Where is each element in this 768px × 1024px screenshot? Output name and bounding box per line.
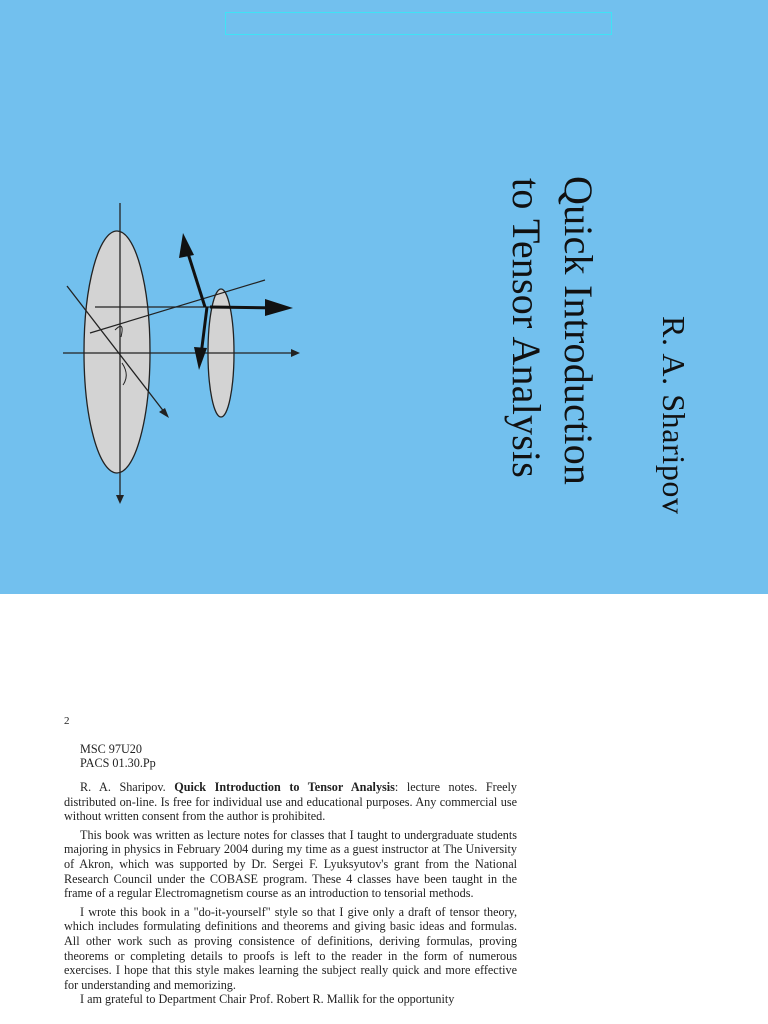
paragraph-acknowledgement: I am grateful to Department Chair Prof. Robert R. Mallik for the opportunity xyxy=(80,992,455,1007)
page-body xyxy=(64,780,517,1011)
msc-code: MSC 97U20 xyxy=(80,742,142,756)
citation-title: Quick Introduction to Tensor Analysis xyxy=(174,780,395,794)
cover-figure xyxy=(55,195,315,515)
cover-title-line1: Quick Introduction xyxy=(556,176,601,486)
paragraph-origin: This book was written as lecture notes for classes that I taught to undergraduate students majoring in physics in February 2004 during my time as a guest instructor at The University of Akron, which was supported by Dr. Sergei F. Lyuksyutov's grant from the National Research Council under the COBASE program. These 4 classes have been taught in the frame of a regular Electromagnetism course as an introduction to tensorial methods. xyxy=(64,827,517,901)
cover-author: R. A. Sharipov xyxy=(656,316,692,515)
paragraph-style: I wrote this book in a "do-it-yourself" style so that I give only a draft of tensor theory, which includes formulating definitions and theorems and giving basic ideas and formulas. All other work such as proving consistence of definitions, deriving formulas, proving theorems or completing details to proofs is left to the reader in the form of numerous exercises. I hope that this style makes learning the subject really quick and more effective for understanding and memorizing. xyxy=(64,904,517,992)
page-number: 2 xyxy=(64,715,70,727)
paragraph-citation xyxy=(64,780,517,824)
citation-description: : lecture notes. Freely distributed on-line. Is free for individual use and educational purposes. Any commercial use without written consent from the author is prohibited. xyxy=(64,780,517,824)
citation-author: R. A. Sharipov. xyxy=(80,780,166,794)
large-disk xyxy=(84,231,150,473)
classification-codes xyxy=(80,742,156,771)
cover-title-line2: to Tensor Analysis xyxy=(504,178,549,479)
highlight-box xyxy=(225,12,612,35)
pacs-code: PACS 01.30.Pp xyxy=(80,756,156,771)
